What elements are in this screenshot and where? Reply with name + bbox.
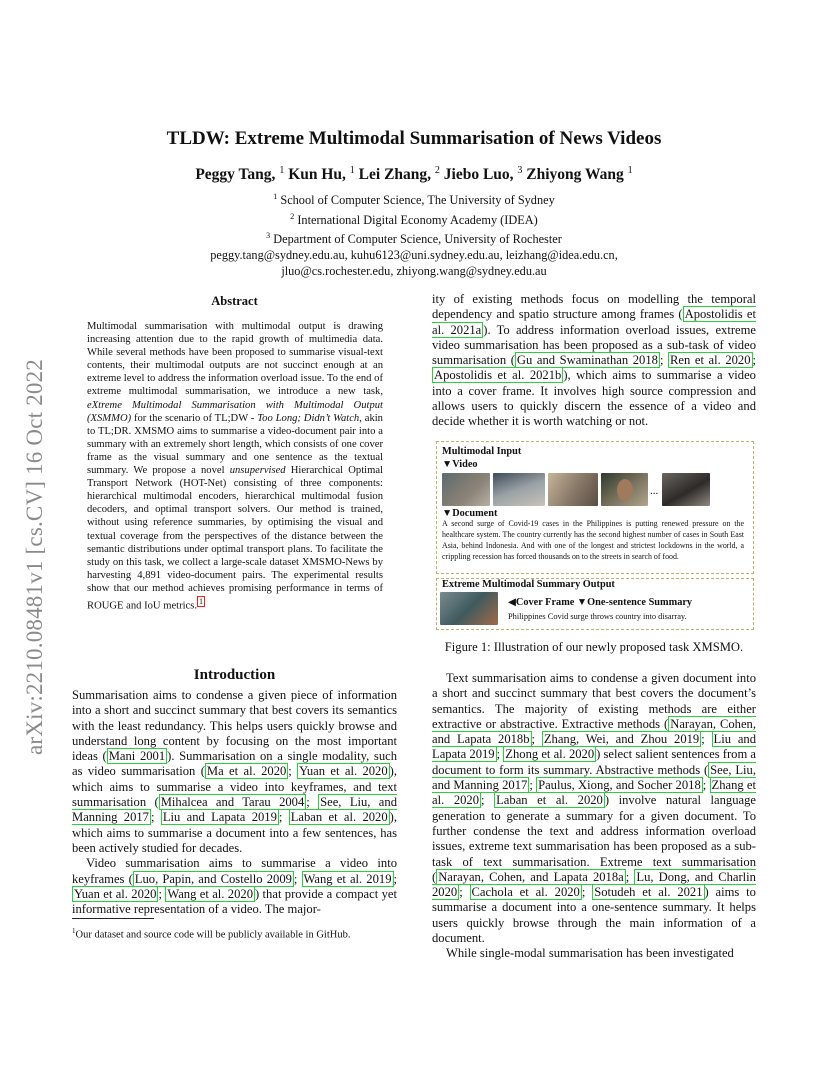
video-frame — [493, 473, 545, 506]
paper-title: TLDW: Extreme Multimodal Summarisation of News Videos — [166, 128, 662, 149]
author: Jiebo Luo, — [443, 166, 514, 184]
paragraph: Summarisation aims to condense a given piece of information into a short and succinct summary that best covers its semantics with the least redundancy. This helps users quickly browse and understand long content by focusing on the most important ideas ( Mani 2001 ). Summarisation on a single modality, such as video summarisation ( Ma et al. 2020 ; Yuan et al. 2020 ), which aims to summarise a video into keyframes, and text summarisation ( Mihalcea and Tarau 2004 ; See, Liu, and Manning 2017 ; Liu and Lapata 2019 ; Laban et al. 2020 ), which aims to summarise a document into a few sentences, has been actively studied for decades. — [72, 688, 398, 855]
summary-output-label: Extreme Multimodal Summary Output — [442, 579, 615, 590]
introduction-body — [72, 688, 397, 917]
citation-link[interactable]: Paulus, Xiong, and Socher 2018 — [538, 778, 701, 793]
citation-link[interactable]: Mihalcea and Tarau 2004 — [160, 795, 305, 810]
citation-link[interactable]: Apostolidis et al. 2021a — [432, 307, 756, 337]
citation-link[interactable]: Liu and Lapata 2019 — [432, 732, 757, 762]
multimodal-input-label: Multimodal Input — [442, 446, 522, 457]
person-figure — [617, 479, 633, 501]
citation-link[interactable]: See, Liu, and Manning 2017 — [432, 762, 756, 793]
citation-link[interactable]: Narayan, Cohen, and Lapata 2018a — [438, 869, 624, 884]
citation-link[interactable]: Liu and Lapata 2019 — [162, 810, 277, 825]
citation-link[interactable]: Narayan, Cohen, and Lapata 2018b — [432, 716, 757, 747]
document-text: A second surge of Covid-19 cases in the Philippines is putting renewed pressure on the healthcare system. The country currently has the second highest number of cases in South East Asia, behind Indonesia. And with one of the longest and strictest lockdowns in the world, a crippling recession has forced thousands on to the streets in search of food. — [442, 519, 744, 561]
citation-link[interactable]: Yuan et al. 2020 — [74, 886, 157, 901]
author-list: Peggy Tang, $^1$ Kun Hu, $^1$ Lei Zhang, $^2$ Jiebo Luo, $^3$ Zhiyong Wang $^1$ — [195, 165, 633, 184]
email-line: peggy.tang@sydney.edu.au, kuhu6123@uni.sydney.edu.au, leizhang@idea.edu.cn, — [210, 248, 618, 263]
author: Zhiyong Wang — [526, 166, 624, 184]
affiliation: International Digital Economy Academy (IDEA) — [297, 212, 538, 227]
email-line: jluo@cs.rochester.edu, zhiyong.wang@sydney.edu.au — [281, 263, 547, 278]
video-frame — [548, 473, 598, 506]
cover-frame — [440, 592, 498, 625]
citation-link[interactable]: Lu, Dong, and Charlin 2020 — [432, 869, 756, 900]
video-frame — [662, 473, 710, 506]
right-column-top: ity of existing methods focus on modelling the temporal dependency and spatio structure among frames ( Apostolidis et al. 2021a ). To address information overload issues, extreme video summarisation has been proposed as a sub-task of video summarisation ( Gu and Swaminathan 2018 ; Ren et al. 2020 ; Apostolidis et al. 2021b ), which aims to summarise a video into a cover frame. It involves high source compression and allows users to quickly discern the essence of a video and decide whether it is worth watching or not. — [432, 292, 757, 429]
citation-link[interactable]: Cachola et al. 2020 — [471, 885, 580, 900]
paragraph: Text summarisation aims to condense a given document into a short and succinct summary that best covers the document’s semantics. The majority of existing methods are either extractive or abstractive. Extractive methods ( Narayan, Cohen, and Lapata 2018b ; Zhang, Wei, and Zhou 2019 ; Liu and Lapata 2019 ; Zhong et al. 2020 ) select salient sentences from a document to form its summary. Abstractive methods ( See, Liu, and Manning 2017 ; Paulus, Xiong, and Socher 2018 ; Zhang et al. 2020 ; Laban et al. 2020 ) involve natural language generation to generate a summary for a given document. To further condense the text and address information overload issues, extreme text summarisation has been proposed as a sub-task of text summarisation. Extreme text summarisation ( Narayan, Cohen, and Lapata 2018a ; Lu, Dong, and Charlin 2020 ; Cachola et al. 2020 ; Sotudeh et al. 2021 ) aims to summarise a document into a one-sentence summary. It helps users quickly browse through the main information of a document. — [432, 671, 757, 946]
citation-link[interactable]: Mani 2001 — [108, 749, 166, 764]
citation-link[interactable]: Luo, Papin, and Costello 2009 — [134, 871, 292, 886]
citation-link[interactable]: Ma et al. 2020 — [206, 764, 287, 779]
citation-link[interactable]: Wang et al. 2019 — [303, 871, 392, 886]
citation-link[interactable]: See, Liu, and Manning 2017 — [72, 795, 397, 825]
arxiv-identifier: arXiv:2210.08481v1 [cs.CV] 16 Oct 2022 — [22, 359, 47, 755]
citation-link[interactable]: Ren et al. 2020 — [670, 353, 751, 368]
citation-link[interactable]: Zhong et al. 2020 — [505, 747, 595, 762]
footnote-divider — [72, 918, 154, 919]
abstract-heading: Abstract — [211, 294, 258, 308]
citation-link[interactable]: Zhang, Wei, and Zhou 2019 — [543, 732, 700, 747]
author: Kun Hu, — [288, 166, 346, 184]
footnote: $^1$Our dataset and source code will be publicly available in GitHub. — [72, 927, 351, 941]
citation-link[interactable]: Zhang et al. 2020 — [432, 778, 756, 808]
document-label: ▼Document — [442, 508, 498, 519]
citation-link[interactable]: Apostolidis et al. 2021b — [434, 368, 562, 383]
video-label: ▼Video — [442, 459, 478, 470]
author: Lei Zhang, — [358, 166, 432, 184]
affiliations: $^1$ School of Computer Science, The University of Sydney $^2$ International Digital Economy Academy (IDEA) $^3$ Department of Computer Science, University of Rochester peggy.tang@sydney.edu.au, kuhu6123@uni.sydney.edu.au, leizhang@idea.edu.cn, jluo@cs.rochester.edu, zhiyong.wang@sydney.edu.au — [0, 189, 828, 279]
citation-link[interactable]: Laban et al. 2020 — [496, 793, 603, 808]
introduction-heading: Introduction — [193, 667, 276, 683]
frames-ellipsis: ... — [650, 485, 659, 497]
citation-link[interactable]: Laban et al. 2020 — [290, 810, 388, 825]
figure-1 — [436, 441, 754, 631]
citation-link[interactable]: Yuan et al. 2020 — [299, 764, 388, 779]
paragraph: Video summarisation aims to summarise a video into keyframes ( Luo, Papin, and Costello 2009 ; Wang et al. 2019 ; Yuan et al. 2020 ; Wang et al. 2020 ) that provide a compact yet informative representation of a video. The major- — [72, 856, 397, 917]
citation-link[interactable]: Sotudeh et al. 2021 — [594, 885, 703, 900]
video-frame — [442, 473, 490, 506]
affiliation: School of Computer Science, The University of Sydney — [280, 193, 555, 208]
cover-frame-label: ◀Cover Frame ▼One-sentence Summary — [508, 597, 693, 608]
figure-caption: Figure 1: Illustration of our newly proposed task XMSMO. — [444, 640, 744, 654]
right-column-bottom — [432, 671, 756, 962]
abstract-text: Multimodal summarisation with multimodal output is drawing increasing attention due to the rapid growth of multimedia data. While several methods have been proposed to summarise visual-text contents, their multimodal outputs are not succinct enough at an extreme level to address the information overload issue. To the end of extreme multimodal summarisation, we introduce a new task, eXtreme Multimodal Summarisation with Multimodal Output (XSMMO) for the scenario of TL;DW - Too Long; Didn’t Watch, akin to TL;DR. XMSMO aims to summarise a video-document pair into a summary with an extremely short length, which consists of one cover frame as the visual summary and one sentence as the textual summary. We propose a novel unsupervised Hierarchical Optimal Transport Network (HOT-Net) consisting of three components: hierarchical multimodal encoders, hierarchical multimodal fusion decoders, and optimal transport solvers. Our method is trained, without using reference summaries, by optimising the visual and textual coverage from the perspectives of the distance between the semantic distributions under optimal transport plans. To facilitate the study on this task, we collect a large-scale dataset XMSMO-News by harvesting 4,891 video-document pairs. The experimental results show that our method achieves promising performance in terms of ROUGE and IoU metrics. $^1$ — [87, 321, 383, 612]
affiliation: Department of Computer Science, University of Rochester — [273, 232, 562, 247]
footnote-link[interactable]: 1 — [199, 596, 204, 606]
one-sentence-summary: Philippines Covid surge throws country into disarray. — [508, 612, 687, 621]
author: Peggy Tang, — [195, 166, 276, 184]
paragraph: While single-modal summarisation has been investigated — [446, 946, 734, 961]
citation-link[interactable]: Gu and Swaminathan 2018 — [516, 353, 658, 368]
citation-link[interactable]: Wang et al. 2020 — [167, 886, 253, 901]
